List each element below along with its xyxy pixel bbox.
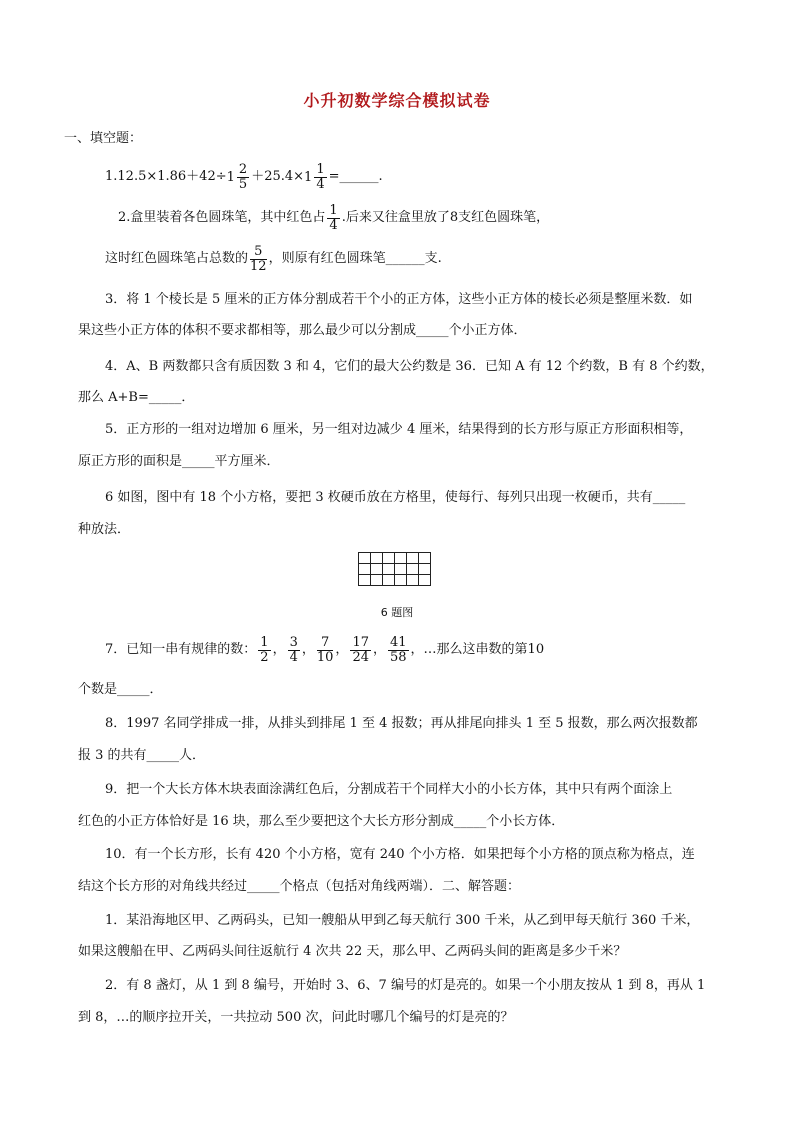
question-2-line-2 (105, 242, 442, 276)
question-10-line-1: 10．有一个长方形，长有 420 个小方格，宽有 240 个小方格．如果把每个小方格的顶点称为格点，连 (105, 847, 695, 862)
fraction (288, 636, 300, 665)
figure-caption: 6 题图 (380, 606, 414, 619)
denominator: 4 (329, 217, 338, 233)
denominator: 5 (238, 176, 248, 192)
grid-row (359, 564, 431, 575)
question-9-line-1: 9．把一个大长方体木块表面涂满红色后，分割成若干个同样大小的小长方体，其中只有两个面涂上 (105, 782, 673, 797)
question-6-line-1: 6 如图，图中有 18 个小方格，要把 3 枚硬币放在方格里，使每行、每列只出现一枚硬币，共有_____ (105, 490, 686, 505)
grid-cell (407, 575, 419, 586)
grid-cell (395, 564, 407, 575)
numerator: 41 (390, 634, 407, 650)
denominator: 58 (390, 649, 407, 665)
question-3-line-2: 果这些小正方体的体积不要求都相等，那么最少可以分割成_____个小正方体． (78, 323, 527, 338)
question-10-line-2: 结这个长方形的对角线共经过_____个格点（包括对角线两端）．二、解答题： (78, 879, 521, 894)
denominator: 12 (250, 258, 267, 274)
denominator: 10 (316, 649, 334, 665)
grid-cell (371, 553, 383, 564)
coin-grid-figure (358, 552, 431, 586)
grid-cell (371, 564, 383, 575)
mixed-whole: 1 (304, 169, 313, 185)
q2-text-a: 2.盒里装着各色圆珠笔，其中红色占 (118, 210, 326, 225)
fraction (327, 204, 339, 233)
answer-question-2-line-1: 2．有 8 盏灯，从 1 到 8 编号，开始时 3、6、7 编号的灯是亮的。如果一个小朋友按从 1 到 8，再从 1 (105, 978, 706, 993)
denominator: 2 (260, 649, 269, 665)
q1-middle: ＋25.4× (251, 169, 305, 184)
question-8-line-1: 8．1997 名同学排成一排，从排头到排尾 1 至 4 报数；再从排尾向排头 1 至 5 报数，那么两次报数都 (105, 716, 698, 731)
question-4-line-1: 4．A、B 两数都只含有质因数 3 和 4，它们的最大公约数是 36．已知 A 有 12 个约数，B 有 8 个约数， (105, 359, 714, 374)
grid-cell (395, 575, 407, 586)
grid-row (359, 575, 431, 586)
section-heading-fill-in: 一、填空题： (64, 131, 143, 146)
separator: ， (372, 642, 386, 657)
q2-text-b: .后来又往盒里放了8支红色圆珠笔， (341, 210, 550, 225)
q1-suffix: =______. (328, 169, 383, 184)
q2-text-c: 这时红色圆珠笔占总数的 (105, 251, 249, 266)
question-1 (105, 160, 383, 194)
question-9-line-2: 红色的小正方体恰好是 16 块，那么至少要把这个大长方形分割成_____个小长方体． (78, 814, 565, 829)
q1-prefix: 1.12.5×1.86＋42÷ (105, 169, 227, 184)
grid-cell (419, 575, 431, 586)
mixed-whole: 1 (226, 169, 235, 185)
q7-suffix: ，…那么这串数的第10 (410, 642, 545, 657)
mixed-number-2 (304, 163, 329, 192)
grid-cell (407, 564, 419, 575)
numerator: 1 (316, 161, 325, 177)
numerator: 5 (250, 245, 267, 260)
answer-question-1-line-1: 1．某沿海地区甲、乙两码头，已知一艘船从甲到乙每天航行 300 千米，从乙到甲每天航行 360 千米， (105, 913, 700, 928)
grid-cell (407, 553, 419, 564)
mixed-number-1 (227, 163, 252, 192)
grid-cell (395, 553, 407, 564)
answer-question-1-line-2: 如果这艘船在甲、乙两码头间往返航行 4 次共 22 天，那么甲、乙两码头间的距离是多少千米？ (78, 944, 627, 959)
grid-cell (359, 553, 371, 564)
q7-prefix: 7．已知一串有规律的数： (105, 642, 257, 657)
question-8-line-2: 报 3 的共有_____人． (78, 748, 206, 763)
question-7-line-1 (105, 632, 544, 668)
fraction (388, 636, 409, 665)
question-5-line-2: 原正方形的面积是_____平方厘米． (78, 454, 280, 469)
denominator: 24 (352, 649, 369, 665)
denominator: 4 (316, 176, 325, 192)
fraction (258, 636, 270, 665)
fraction (237, 163, 249, 192)
denominator: 4 (289, 649, 298, 665)
numerator: 1 (329, 202, 338, 218)
grid-cell (419, 564, 431, 575)
grid-cell (359, 564, 371, 575)
question-6-line-2: 种放法． (78, 522, 131, 537)
answer-question-2-line-2: 到 8，…的顺序拉开关，一共拉动 500 次，问此时哪几个编号的灯是亮的？ (78, 1010, 514, 1025)
numerator: 2 (238, 161, 248, 177)
fraction (317, 636, 334, 665)
grid-cell (371, 575, 383, 586)
grid-cell (383, 553, 395, 564)
grid-cell (383, 575, 395, 586)
numerator: 3 (289, 634, 298, 650)
fraction (350, 636, 371, 665)
separator: ， (335, 642, 349, 657)
separator: ， (272, 642, 286, 657)
numerator: 17 (352, 634, 369, 650)
question-7-line-2: 个数是_____． (78, 682, 163, 697)
numerator: 1 (260, 634, 269, 650)
question-2-line-1 (118, 201, 549, 235)
grid-cell (359, 575, 371, 586)
q2-text-d: ，则原有红色圆珠笔______支. (268, 251, 442, 266)
grid-cell (419, 553, 431, 564)
fraction (314, 163, 326, 192)
fraction (250, 245, 267, 274)
question-4-line-2: 那么 A+B=_____． (78, 390, 195, 405)
grid-row (359, 553, 431, 564)
question-5-line-1: 5．正方形的一组对边增加 6 厘米，另一组对边减少 4 厘米，结果得到的长方形与原正方形面积相等， (105, 422, 693, 437)
page-title: 小升初数学综合模拟试卷 (303, 91, 491, 110)
question-3-line-1: 3．将 1 个棱长是 5 厘米的正方体分割成若干个小的正方体，这些小正方体的棱长必须是整厘米数．如 (105, 292, 693, 307)
grid-cell (383, 564, 395, 575)
numerator: 7 (317, 636, 334, 651)
separator: ， (301, 642, 315, 657)
